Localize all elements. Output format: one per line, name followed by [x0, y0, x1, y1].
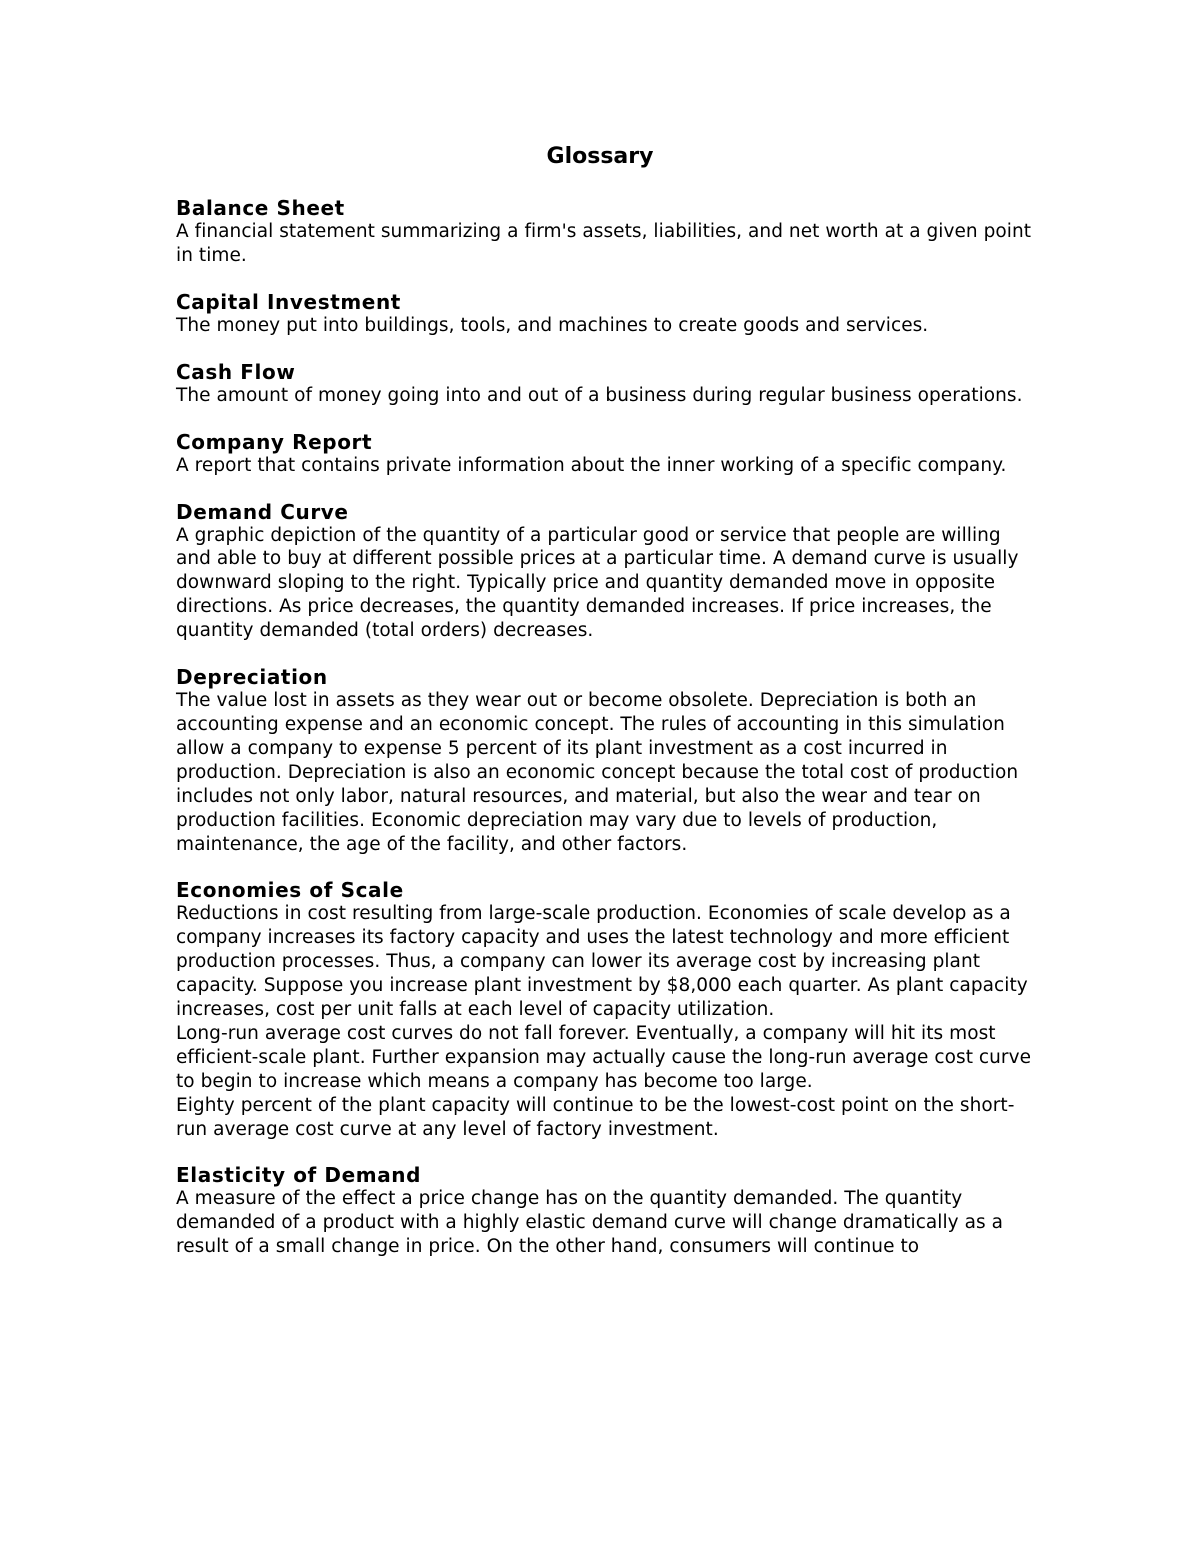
entry-term: Capital Investment: [176, 289, 401, 314]
entry-definition: A report that contains private information about the inner working of a specific company.: [176, 454, 1007, 476]
entry-term: Company Report: [176, 429, 373, 454]
entry-term: Cash Flow: [176, 359, 296, 384]
entry-term: Demand Curve: [176, 499, 349, 524]
entry-term: Balance Sheet: [176, 196, 345, 220]
entry-definition-continued: Eighty percent of the plant capacity will continue to be the lowest-cost point on the short- run average cost curve at any level of factory investment.: [176, 1094, 1015, 1140]
glossary-entry-company-report: [176, 430, 1036, 478]
glossary-entry-elasticity-of-demand: [176, 1163, 1036, 1259]
entry-definition: The value lost in assets as they wear out or become obsolete. Depreciation is both an accounting expense and an economic concept. The rules of accounting in this simulation allow a company to expense 5 percent of its plant investment as a cost incurred in production. Depreciation is also an economic concept because the total cost of production includes not only labor, natural resources, and material, but also the wear and tear on production facilities. Economic depreciation may vary due to levels of production, maintenance, the age of the facility, and other factors.: [176, 690, 1019, 855]
page-title: Glossary: [546, 144, 654, 169]
glossary-entry-capital-investment: [176, 290, 1036, 338]
entry-definition: Reductions in cost resulting from large-scale production. Economies of scale develop as a company increases its factory capacity and uses the latest technology and more efficient production processes. Thus, a company can lower its average cost by increasing plant capacity. Suppose you increase plant investment by $8,000 each quarter. As plant capacity increases, cost per unit falls at each level of capacity utilization.: [176, 903, 1028, 1021]
entry-definition: A measure of the effect a price change has on the quantity demanded. The quantity demanded of a product with a highly elastic demand curve will change dramatically as a result of a small change in price. On the other hand, consumers will continue to: [176, 1188, 1003, 1258]
entry-term: Economies of Scale: [176, 878, 404, 903]
glossary-entry-depreciation: [176, 665, 1036, 856]
entry-term: Depreciation: [176, 665, 328, 690]
entry-term: Elasticity of Demand: [176, 1163, 422, 1188]
entry-definition: The money put into buildings, tools, and machines to create goods and services.: [176, 314, 929, 336]
glossary-entry-economies-of-scale: [176, 878, 1036, 1141]
entry-definition-continued: Long-run average cost curves do not fall forever. Eventually, a company will hit its most efficient-scale plant. Further expansion may actually cause the long-run average cost curve to begin to increase which means a company has become too large.: [176, 1022, 1032, 1092]
glossary-entry-cash-flow: [176, 360, 1036, 408]
entry-definition: The amount of money going into and out of a business during regular business operations.: [176, 384, 1023, 406]
entry-definition: A financial statement summarizing a firm's assets, liabilities, and net worth at a given point in time.: [176, 221, 1032, 266]
entry-definition: A graphic depiction of the quantity of a particular good or service that people are willing and able to buy at different possible prices at a particular time. A demand curve is usually downward sloping to the right. Typically price and quantity demanded move in opposite directions. As price decreases, the quantity demanded increases. If price increases, the quantity demanded (total orders) decreases.: [176, 524, 1019, 642]
glossary-page: [176, 140, 1036, 1281]
glossary-entry-balance-sheet: [176, 196, 1036, 268]
glossary-entry-demand-curve: [176, 500, 1036, 644]
